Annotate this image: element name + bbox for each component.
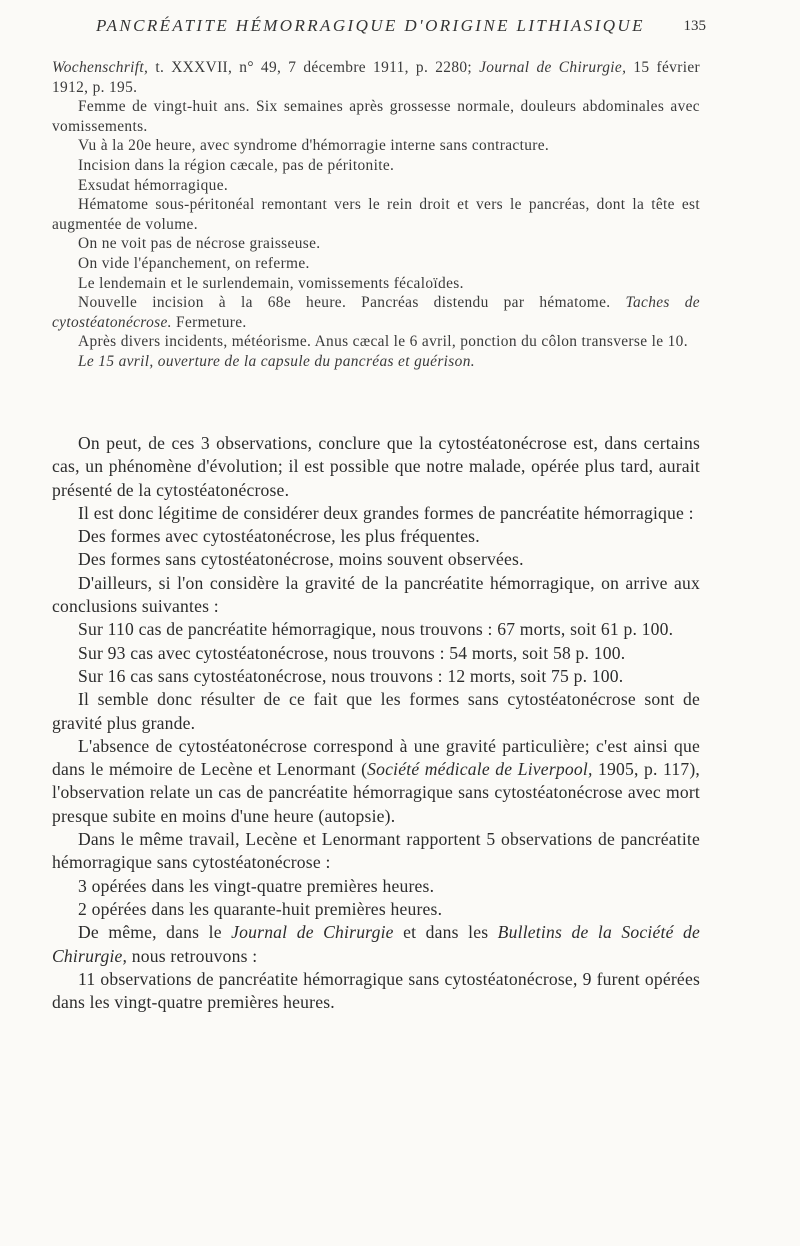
observation-line: Le lendemain et le surlendemain, vomissements fécaloïdes. — [78, 274, 464, 292]
observation-line: Exsudat hémorragique. — [78, 176, 229, 194]
paragraph: Il semble donc résulter de ce fait que les formes sans cytostéatonécrose sont de gravité plus grande. — [52, 689, 700, 733]
observation-line: On ne voit pas de nécrose graisseuse. — [78, 235, 321, 253]
paragraph: Sur 110 cas de pancréatite hémorragique, nous trouvons : 67 morts, soit 61 p. 100. — [78, 619, 674, 640]
observation-line: Incision dans la région cæcale, pas de péritonite. — [78, 156, 395, 174]
paragraph: 2 opérées dans les quarante-huit premières heures. — [78, 898, 443, 919]
observation-line: Hématome sous-péritonéal remontant vers le rein droit et vers le pancréas, dont la tête est augmentée de volume. — [52, 196, 700, 233]
paragraph: De même, dans le Journal de Chirurgie et dans les Bulletins de la Société de Chirurgie, nous retrouvons : — [52, 922, 701, 966]
paragraph: 11 observations de pancréatite hémorragique sans cytostéatonécrose, 9 furent opérées dans les vingt-quatre premières heures. — [52, 968, 700, 1013]
observation-notes — [52, 58, 700, 372]
reference-journal-2: Journal de Chirurgie, — [479, 59, 627, 76]
paragraph: Des formes sans cytostéatonécrose, moins souvent observées. — [78, 549, 524, 570]
observation-line: Après divers incidents, météorisme. Anus cæcal le 6 avril, ponction du côlon transverse le 10. — [78, 333, 688, 351]
paragraph: L'absence de cytostéatonécrose correspond à une gravité particulière; c'est ainsi que dans le mémoire de Lecène et Lenormant (Société médicale de Liverpool, 1905, p. 117), l'observation relate un cas de pancréatite hémorragique sans cytostéatonécrose avec mort presque subite en moins d'une heure (autopsie). — [52, 735, 700, 826]
main-text — [52, 432, 700, 1014]
page-header — [96, 16, 706, 44]
observation-final: Le 15 avril, ouverture de la capsule du pancréas et guérison. — [78, 352, 475, 370]
paragraph: Des formes avec cytostéatonécrose, les plus fréquentes. — [78, 526, 480, 547]
paragraph: 3 opérées dans les vingt-quatre premières heures. — [78, 875, 435, 896]
paragraph: On peut, de ces 3 observations, conclure que la cytostéatonécrose est, dans certains cas, un phénomène d'évolution; il est possible que notre malade, opérée plus tard, aurait présenté de la cytostéatonécrose. — [52, 433, 700, 500]
page-number: 135 — [683, 18, 706, 34]
running-title: PANCRÉATITE HÉMORRAGIQUE D'ORIGINE LITHIASIQUE — [96, 16, 645, 35]
paragraph: Dans le même travail, Lecène et Lenormant rapportent 5 observations de pancréatite hémorragique sans cytostéatonécrose : — [52, 829, 700, 873]
reference-journal: Wochenschrift, — [52, 59, 149, 76]
observation-line: Femme de vingt-huit ans. Six semaines après grossesse normale, douleurs abdominales avec vomissements. — [52, 98, 700, 135]
observation-incision: Nouvelle incision à la 68e heure. Pancréas distendu par hématome. Taches de cytostéatonécrose. Fermeture. — [52, 294, 700, 331]
observation-line: On vide l'épanchement, on referme. — [78, 254, 310, 272]
paragraph: D'ailleurs, si l'on considère la gravité de la pancréatite hémorragique, on arrive aux conclusions suivantes : — [52, 572, 700, 617]
paragraph: Sur 16 cas sans cytostéatonécrose, nous trouvons : 12 morts, soit 75 p. 100. — [78, 665, 624, 686]
observation-line: Vu à la 20e heure, avec syndrome d'hémorragie interne sans contracture. — [78, 137, 550, 155]
paragraph: Sur 93 cas avec cytostéatonécrose, nous trouvons : 54 morts, soit 58 p. 100. — [78, 642, 626, 663]
observation-reference: Wochenschrift, t. XXXVII, n° 49, 7 décembre 1911, p. 2280; Journal de Chirurgie, 15 février 1912, p. 195. — [52, 59, 700, 96]
paragraph: Il est donc légitime de considérer deux grandes formes de pancréatite hémorragique : — [78, 502, 694, 523]
